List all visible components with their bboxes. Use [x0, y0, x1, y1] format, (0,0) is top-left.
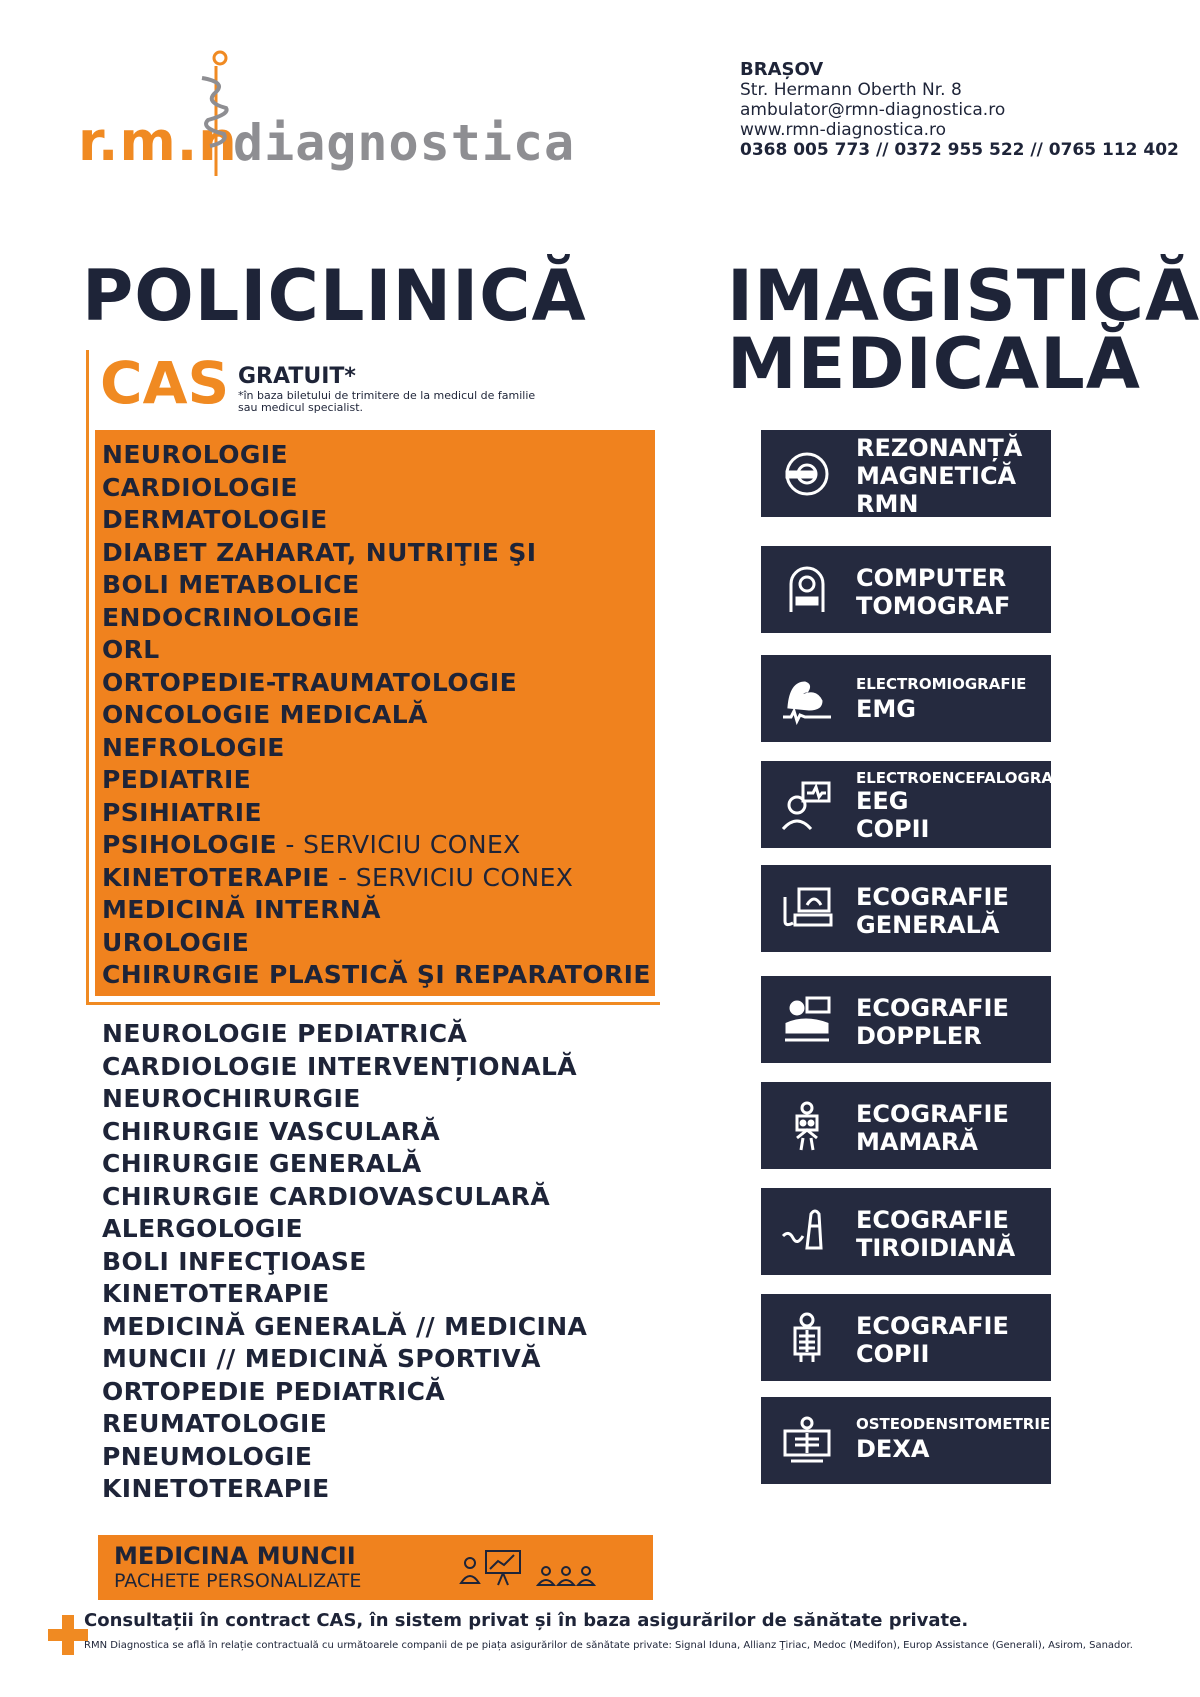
- service-line: EEG: [856, 787, 909, 815]
- mri-icon: [781, 448, 833, 500]
- service-line: RMN: [856, 490, 919, 518]
- service-line: EMG: [856, 695, 916, 723]
- list-item: ORTOPEDIE PEDIATRICĂ: [102, 1376, 446, 1406]
- medicina-muncii-subtitle: PACHETE PERSONALIZATE: [114, 1570, 362, 1592]
- list-item: CARDIOLOGIE: [102, 472, 298, 502]
- list-item: KINETOTERAPIE: [102, 1279, 330, 1308]
- list-item: REUMATOLOGIE: [102, 1409, 328, 1438]
- service-eco-copii: [761, 1294, 1051, 1381]
- service-label: [856, 564, 1010, 620]
- service-line: MAMARĂ: [856, 1128, 978, 1156]
- contact-phones: 0368 005 773 // 0372 955 522 // 0765 112 402: [740, 140, 1179, 160]
- service-line: ECOGRAFIE: [856, 994, 1009, 1022]
- policlinica-title: POLICLINICĂ: [82, 255, 587, 337]
- contact-web[interactable]: www.rmn-diagnostica.ro: [740, 120, 947, 140]
- service-eco-doppler: [761, 976, 1051, 1063]
- service-ct: [761, 546, 1051, 633]
- service-eco-tiroidiana: [761, 1188, 1051, 1275]
- service-small-label: ELECTROENCEFALOGRAMĂ: [856, 769, 1080, 787]
- dexa-icon: [781, 1415, 833, 1467]
- cas-frame-divider: [86, 350, 89, 1005]
- list-item: CARDIOLOGIE INTERVENȚIONALĂ: [102, 1051, 578, 1081]
- service-label: [856, 434, 1022, 518]
- medicina-muncii-banner: [98, 1535, 653, 1600]
- list-item: ORL: [102, 635, 160, 664]
- breast-icon: [781, 1100, 833, 1152]
- list-item: MEDICINĂ INTERNĂ: [102, 895, 381, 924]
- list-item: DERMATOLOGIE: [102, 505, 328, 534]
- footer-insurers-note: RMN Diagnostica se află în relație contractuală cu următoarele companii de pe piața asigurărilor de sănătate private: Signal Iduna, Allianz Ţiriac, Medoc (Medifon), Europ Assistance (Generali), Asirom, Sanador.: [84, 1640, 1133, 1651]
- cas-frame-divider: [86, 1002, 660, 1005]
- service-label: [856, 1206, 1015, 1262]
- list-item: CHIRURGIE CARDIOVASCULARĂ: [102, 1181, 551, 1211]
- service-small-label: OSTEODENSITOMETRIE: [856, 1415, 1051, 1433]
- service-line: MAGNETICĂ: [856, 462, 1017, 490]
- list-item: NEFROLOGIE: [102, 732, 285, 762]
- gratuit-note: *în baza biletului de trimitere de la medicul de familie sau medicul specialist.: [238, 389, 536, 414]
- service-rmn: [761, 430, 1051, 517]
- service-eeg: [761, 761, 1080, 848]
- doppler-icon: [781, 994, 833, 1046]
- specialty-conex-suffix: - SERVICIU CONEX: [277, 830, 521, 859]
- service-emg: [761, 655, 1051, 742]
- service-line: COMPUTER: [856, 564, 1007, 592]
- imagistica-title-line2: MEDICALĂ: [727, 323, 1141, 405]
- team-presentation-icon: [458, 1547, 648, 1592]
- logo-rmn-text: r.m.n: [78, 110, 238, 173]
- list-item: NEUROLOGIE: [102, 440, 288, 469]
- service-line: DOPPLER: [856, 1022, 982, 1050]
- ct-scanner-icon: [781, 564, 833, 616]
- contact-block: [740, 60, 1179, 160]
- service-line: ECOGRAFIE: [856, 1312, 1009, 1340]
- list-item: CHIRURGIE VASCULARĂ: [102, 1116, 441, 1146]
- child-xray-icon: [781, 1312, 833, 1364]
- service-line: TIROIDIANĂ: [856, 1234, 1016, 1262]
- logo: [78, 48, 576, 178]
- service-label: [856, 1100, 1009, 1156]
- list-item: CHIRURGIE PLASTICĂ ŞI REPARATORIE: [102, 960, 651, 989]
- service-eco-mamara: [761, 1082, 1051, 1169]
- specialty-name: PSIHOLOGIE: [102, 830, 277, 859]
- service-line: GENERALĂ: [856, 911, 1000, 939]
- list-item: [102, 829, 651, 862]
- list-item: KINETOTERAPIE: [102, 1474, 330, 1503]
- list-item: BOLI INFECŢIOASE: [102, 1246, 367, 1276]
- thyroid-probe-icon: [781, 1206, 833, 1258]
- service-accent: COPII: [856, 1340, 930, 1368]
- list-item: ALERGOLOGIE: [102, 1214, 303, 1243]
- service-line: TOMOGRAF: [856, 592, 1011, 620]
- list-item: CHIRURGIE GENERALĂ: [102, 1149, 422, 1178]
- service-eco-generala: [761, 865, 1051, 952]
- list-item: DIABET ZAHARAT, NUTRIŢIE ŞI: [102, 537, 537, 567]
- list-item: ENDOCRINOLOGIE: [102, 602, 360, 632]
- list-item: NEUROLOGIE PEDIATRICĂ: [102, 1019, 468, 1048]
- logo-diagnostica-text: diagnostica: [233, 114, 576, 172]
- list-item: UROLOGIE: [102, 927, 250, 957]
- list-item: MUNCII // MEDICINĂ SPORTIVĂ: [102, 1344, 541, 1373]
- imagistica-title-line1: IMAGISTICĂ: [727, 255, 1200, 337]
- muscle-icon: [781, 673, 833, 725]
- specialty-name: KINETOTERAPIE: [102, 862, 330, 892]
- contact-email[interactable]: ambulator@rmn-diagnostica.ro: [740, 100, 1006, 120]
- plus-icon: [48, 1615, 88, 1655]
- cas-label: CAS: [100, 349, 230, 417]
- list-item: MEDICINĂ GENERALĂ // MEDICINA: [102, 1311, 588, 1341]
- list-item: PSIHIATRIE: [102, 797, 262, 827]
- list-item: PEDIATRIE: [102, 765, 252, 794]
- list-item: [102, 862, 651, 895]
- imagistica-title: [727, 255, 1200, 405]
- caduceus-icon: [196, 48, 236, 178]
- service-line: ECOGRAFIE: [856, 883, 1009, 911]
- service-line: DEXA: [856, 1435, 930, 1463]
- eeg-icon: [781, 779, 833, 831]
- cas-specialties-list: [102, 439, 651, 992]
- gratuit-label: GRATUIT*: [238, 364, 356, 389]
- contact-city: BRAȘOV: [740, 59, 824, 80]
- service-line: ECOGRAFIE: [856, 1100, 1009, 1128]
- list-item: NEUROCHIRURGIE: [102, 1084, 361, 1113]
- specialty-conex-suffix: - SERVICIU CONEX: [329, 862, 574, 892]
- list-item: PNEUMOLOGIE: [102, 1441, 313, 1471]
- list-item: ONCOLOGIE MEDICALĂ: [102, 700, 428, 729]
- other-specialties-list: [102, 1018, 587, 1506]
- footer-main-text: Consultații în contract CAS, în sistem privat și în baza asigurărilor de sănătate private.: [84, 1610, 969, 1631]
- contact-address: Str. Hermann Oberth Nr. 8: [740, 80, 962, 100]
- list-item: ORTOPEDIE-TRAUMATOLOGIE: [102, 667, 518, 697]
- service-dexa: [761, 1397, 1051, 1484]
- medicina-muncii-title: MEDICINA MUNCII: [114, 1542, 356, 1570]
- list-item: BOLI METABOLICE: [102, 570, 360, 599]
- service-label: [856, 994, 1009, 1050]
- service-line: REZONANȚĂ: [856, 434, 1023, 462]
- service-accent: COPII: [856, 815, 930, 843]
- service-small-label: ELECTROMIOGRAFIE: [856, 675, 1027, 693]
- service-line: ECOGRAFIE: [856, 1206, 1009, 1234]
- service-label: [856, 883, 1009, 939]
- ultrasound-icon: [781, 883, 833, 935]
